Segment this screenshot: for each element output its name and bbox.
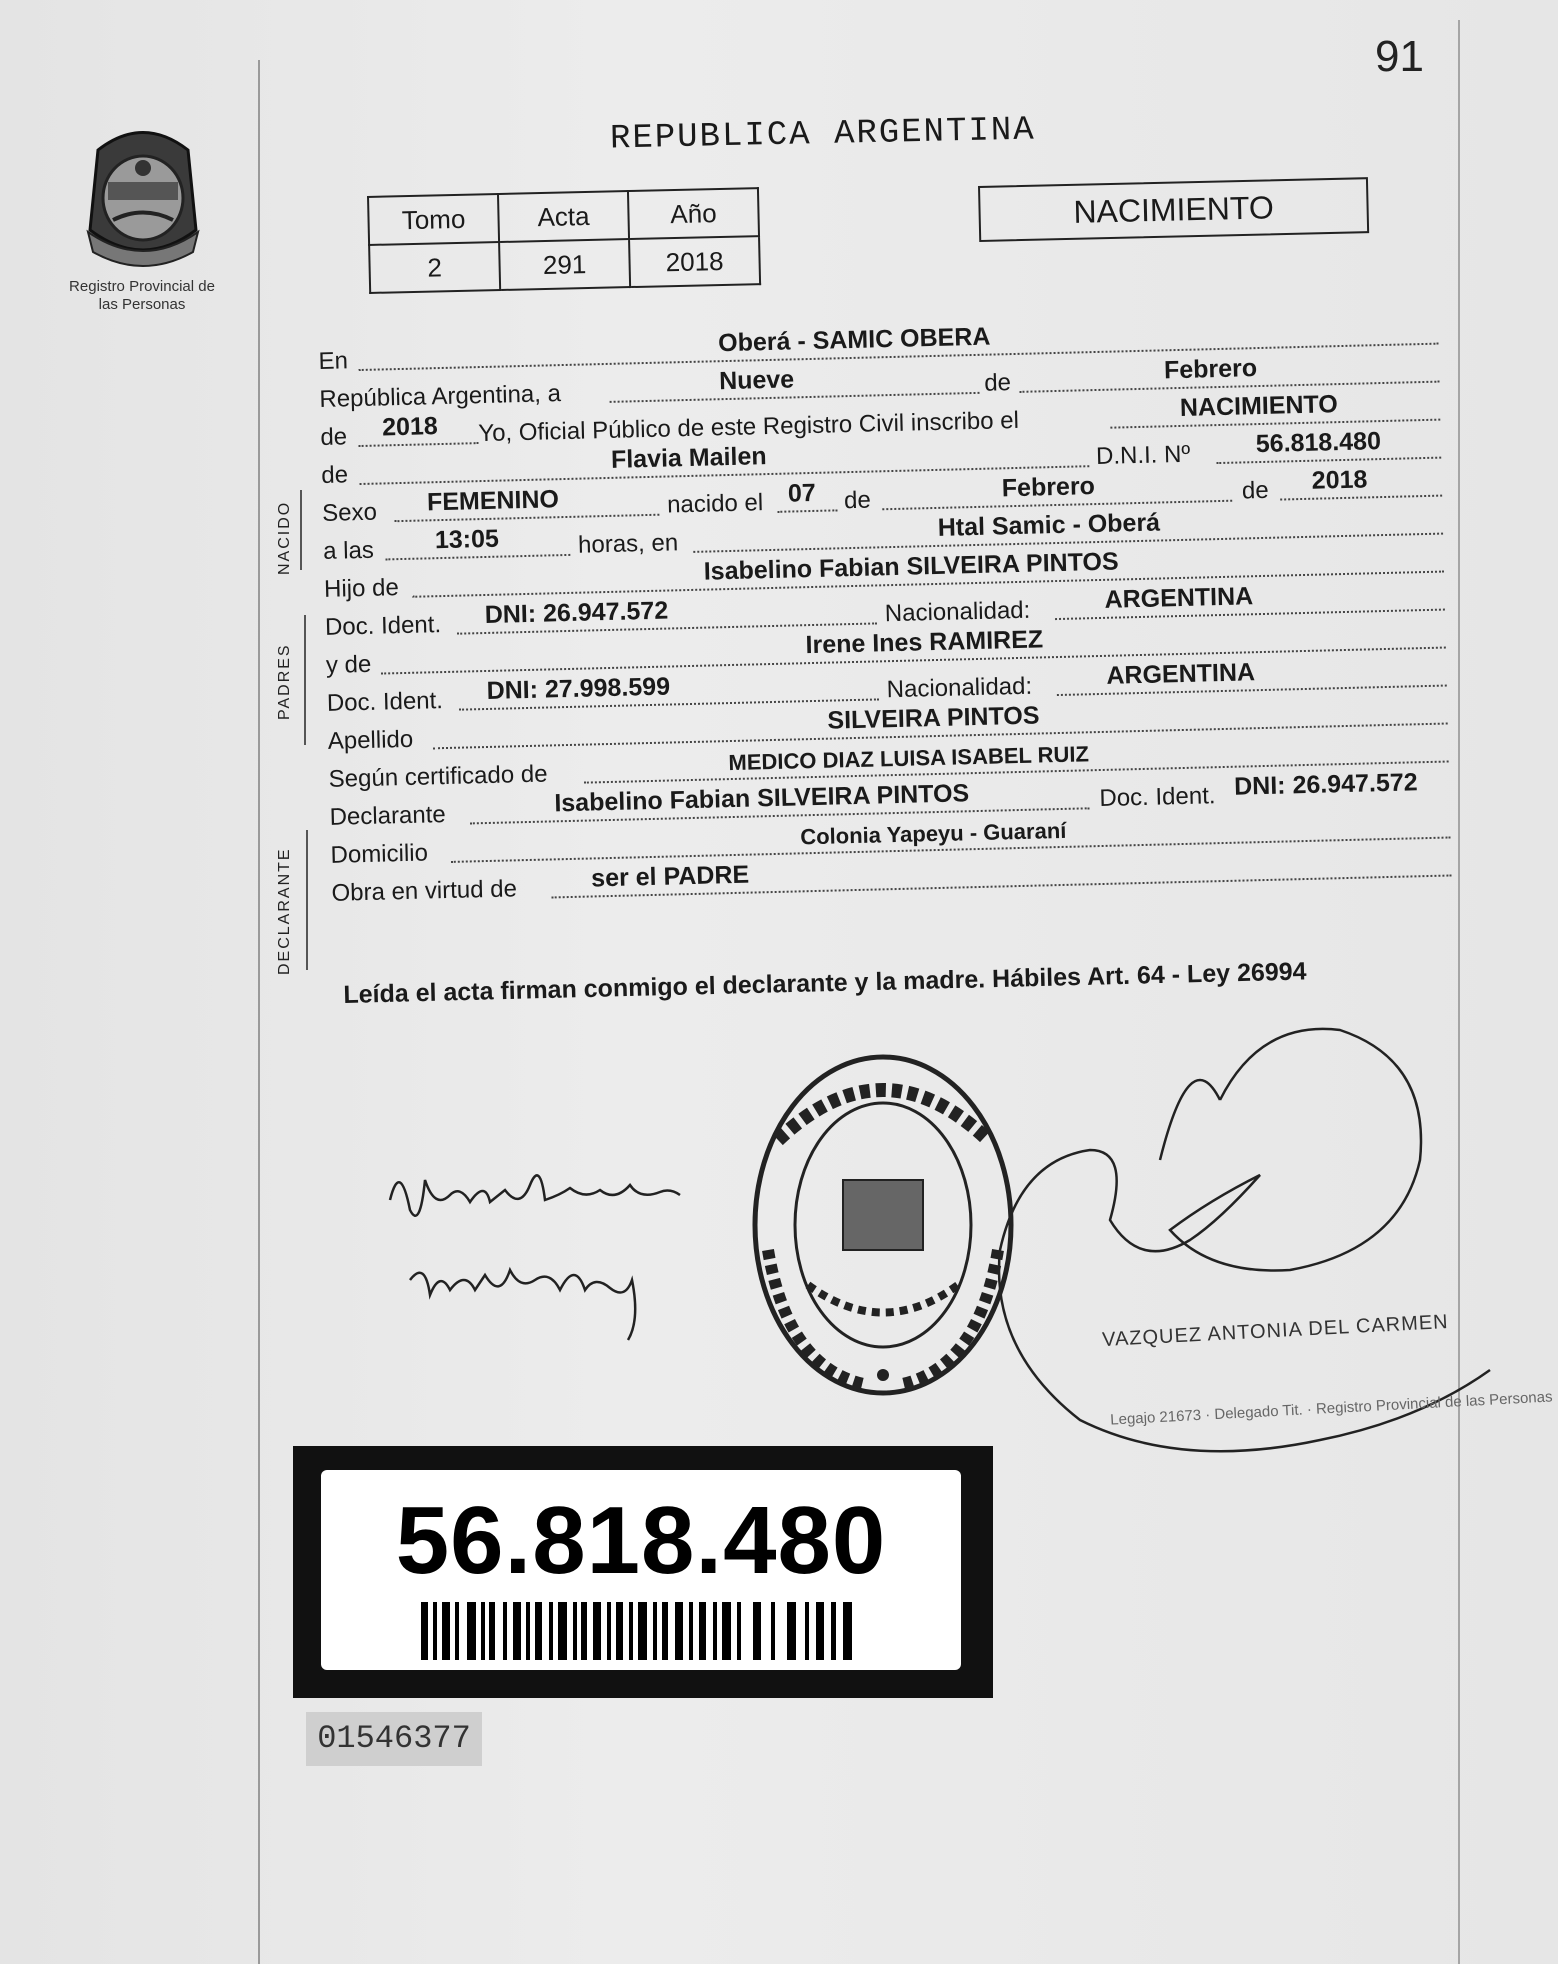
day-value: Nueve xyxy=(718,365,795,396)
province-seal-icon xyxy=(78,120,208,270)
country-title: REPUBLICA ARGENTINA xyxy=(609,111,1037,159)
place-value: Oberá - SAMIC OBERA xyxy=(717,322,991,358)
form-body xyxy=(318,313,1457,910)
side-label-declarante: DECLARANTE xyxy=(276,847,293,975)
closing-statement: Leída el acta firman conmigo el declarante y la madre. Hábiles Art. 64 - Ley 26994 xyxy=(343,957,1307,1009)
anio-header: Año xyxy=(628,188,759,239)
birth-place-value: Htal Samic - Oberá xyxy=(937,508,1161,542)
declarant-doc-label: Doc. Ident. xyxy=(1099,782,1216,813)
birth-time-value: 13:05 xyxy=(434,524,500,555)
mother-name-value: Irene Ines RAMIREZ xyxy=(805,625,1044,660)
sex-value: FEMENINO xyxy=(426,485,560,517)
de-label: de xyxy=(843,486,872,515)
nacionalidad-label: Nacionalidad: xyxy=(884,596,1031,628)
dotted-line xyxy=(385,554,570,561)
horas-label: horas, en xyxy=(577,529,679,559)
acta-header: Acta xyxy=(498,191,629,242)
sexo-label: Sexo xyxy=(321,498,378,527)
parents-signature-icon xyxy=(370,1140,730,1360)
id-number: 56.818.480 xyxy=(395,1487,887,1594)
year-value: 2018 xyxy=(381,412,439,442)
mother-doc-value: DNI: 27.998.599 xyxy=(486,672,671,705)
officer-name: VAZQUEZ ANTONIA DEL CARMEN xyxy=(1101,1310,1450,1352)
dotted-line xyxy=(1216,457,1441,464)
dotted-line xyxy=(777,509,837,512)
id-label-panel xyxy=(321,1470,961,1670)
dni-label: D.N.I. Nº xyxy=(1095,440,1191,471)
en-label: En xyxy=(318,347,349,375)
child-name-value: Flavia Mailen xyxy=(610,442,767,474)
domicilio-label: Domicilio xyxy=(330,839,429,869)
de-label: de xyxy=(1241,476,1269,505)
birth-month-value: Febrero xyxy=(1001,472,1096,503)
certificado-label: Según certificado de xyxy=(328,760,548,793)
father-name-value: Isabelino Fabian SILVEIRA PINTOS xyxy=(703,547,1119,586)
id-label-sticker xyxy=(293,1446,993,1698)
child-dni-value: 56.818.480 xyxy=(1255,427,1382,459)
de-label: de xyxy=(320,423,348,451)
birth-year-value: 2018 xyxy=(1311,465,1368,495)
right-margin-line xyxy=(1458,20,1460,1964)
tomo-header: Tomo xyxy=(368,194,499,245)
hijo-de-label: Hijo de xyxy=(323,574,400,603)
barcode-icon xyxy=(421,1602,861,1660)
serial-number: 01546377 xyxy=(306,1712,482,1766)
declarant-value: Isabelino Fabian SILVEIRA PINTOS xyxy=(554,779,970,818)
statement-text: Yo, Oficial Público de este Registro Civil inscribo el xyxy=(478,406,1020,448)
side-label-nacido: NACIDO xyxy=(276,500,293,575)
anio-value: 2018 xyxy=(629,236,760,287)
tomo-value: 2 xyxy=(369,242,500,293)
republica-label: República Argentina, a xyxy=(319,380,562,413)
side-bar-nacido xyxy=(300,490,302,570)
de-label: de xyxy=(983,369,1012,397)
left-margin-line xyxy=(258,60,260,1964)
certificate-value: MEDICO DIAZ LUISA ISABEL RUIZ xyxy=(728,741,1090,776)
capacity-value: ser el PADRE xyxy=(590,860,750,893)
acta-value: 291 xyxy=(499,239,630,290)
nacido-label: nacido el xyxy=(666,489,764,519)
page-number: 91 xyxy=(1375,32,1424,81)
father-doc-value: DNI: 26.947.572 xyxy=(484,596,669,630)
officer-subtitle: Legajo 21673 · Delegado Tit. · Registro Provincial de las Personas xyxy=(1109,1388,1553,1429)
de-label: de xyxy=(320,461,349,489)
dotted-line xyxy=(1280,495,1442,501)
dotted-line xyxy=(359,442,479,447)
inscription-type-value: NACIMIENTO xyxy=(1179,390,1339,422)
surname-value: SILVEIRA PINTOS xyxy=(827,701,1040,735)
declarante-label: Declarante xyxy=(329,801,447,831)
obra-label: Obra en virtud de xyxy=(331,875,518,907)
side-bar-declarante xyxy=(306,830,308,970)
record-table xyxy=(367,187,761,294)
doc-ident-label: Doc. Ident. xyxy=(324,611,442,641)
a-las-label: a las xyxy=(322,536,375,565)
month-value: Febrero xyxy=(1163,354,1258,385)
mother-nationality-value: ARGENTINA xyxy=(1106,658,1256,690)
doc-ident-label: Doc. Ident. xyxy=(326,687,444,717)
record-value-row xyxy=(369,236,760,293)
apellido-label: Apellido xyxy=(327,725,414,755)
side-label-padres: PADRES xyxy=(276,643,293,720)
birth-day-value: 07 xyxy=(787,478,817,508)
registry-label: Registro Provincial de las Personas xyxy=(69,278,215,313)
declarant-doc-value: DNI: 26.947.572 xyxy=(1233,768,1418,801)
y-de-label: y de xyxy=(325,650,372,679)
act-type-box: NACIMIENTO xyxy=(978,177,1369,242)
address-value: Colonia Yapeyu - Guaraní xyxy=(799,817,1067,850)
father-nationality-value: ARGENTINA xyxy=(1104,582,1254,614)
side-bar-padres xyxy=(304,615,306,745)
nacionalidad-label: Nacionalidad: xyxy=(886,672,1033,704)
